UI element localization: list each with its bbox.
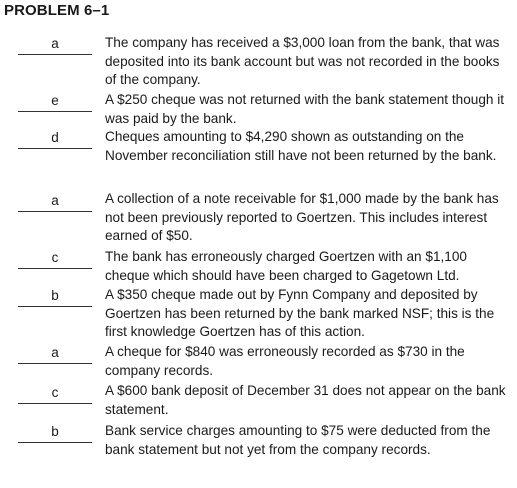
answer-letter: a xyxy=(51,36,59,51)
statement-text: Cheques amounting to $4,290 shown as outstanding on the November reconciliation still have not been returned by the bank. xyxy=(105,129,497,163)
answer-line xyxy=(18,306,92,307)
answer-letter: e xyxy=(51,93,59,108)
page-title: PROBLEM 6–1 xyxy=(4,2,110,19)
statement-text: A $600 bank deposit of December 31 does not appear on the bank statement. xyxy=(105,383,506,417)
answer-letter: d xyxy=(51,130,59,145)
answer-line xyxy=(18,111,92,112)
answer-letter: c xyxy=(51,385,59,400)
statement-text: A collection of a note receivable for $1,000 made by the bank has not been previously reported to Goertzen. This includes interest earned of $50. xyxy=(105,191,499,244)
answer-letter: a xyxy=(51,345,59,360)
statement-text: The bank has erroneously charged Goertzen with an $1,100 cheque which should have been charged to Gagetown Ltd. xyxy=(105,249,467,283)
answer-line xyxy=(18,148,92,149)
answer-line xyxy=(18,54,92,55)
answer-line xyxy=(18,363,92,364)
answer-line xyxy=(18,268,92,269)
answer-line xyxy=(18,211,92,212)
statement-text: The company has received a $3,000 loan from the bank, that was deposited into its bank account but was not recorded in the books of the company. xyxy=(105,35,500,88)
answer-line xyxy=(18,442,92,443)
answer-letter: b xyxy=(51,288,59,303)
statement-text: A $350 cheque made out by Fynn Company and deposited by Goertzen has been returned by the bank marked NSF; this is the first knowledge Goertzen has of this action. xyxy=(105,287,495,340)
answer-letter: b xyxy=(51,424,59,439)
statement-text: Bank service charges amounting to $75 were deducted from the bank statement but not yet from the company records. xyxy=(105,423,491,457)
answer-letter: a xyxy=(51,193,59,208)
answer-line xyxy=(18,403,92,404)
statement-text: A cheque for $840 was erroneously recorded as $730 in the company records. xyxy=(105,344,465,378)
answer-letter: c xyxy=(51,250,59,265)
statement-text: A $250 cheque was not returned with the bank statement though it was paid by the bank. xyxy=(105,92,505,126)
